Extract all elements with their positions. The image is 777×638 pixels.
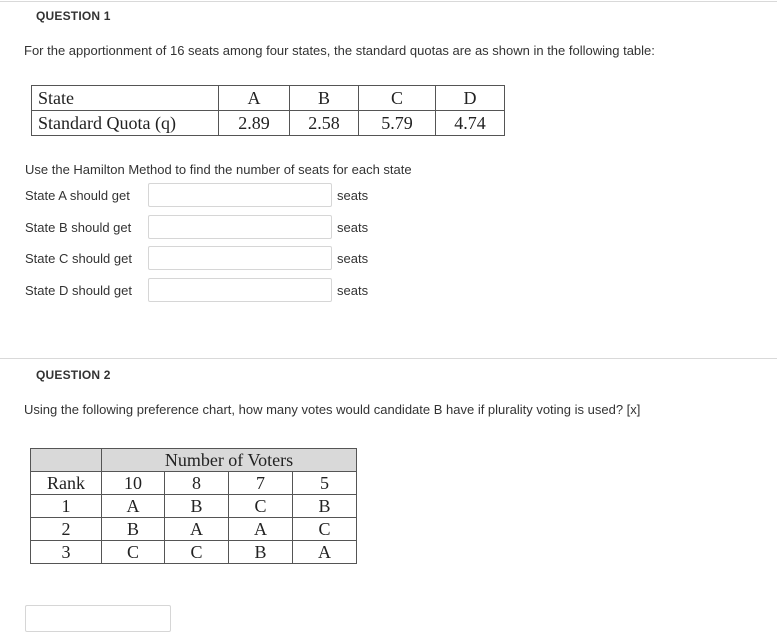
- rank-row: [31, 495, 357, 518]
- rank-row: [31, 541, 357, 564]
- voter-count-cell: 10: [102, 472, 165, 495]
- state-header-cell: B: [290, 86, 359, 111]
- question-2-prompt: Using the following preference chart, how many votes would candidate B have if plurality voting is used? [x]: [24, 402, 641, 417]
- choice-cell: A: [293, 541, 357, 564]
- question-1-prompt: For the apportionment of 16 seats among four states, the standard quotas are as shown in the following table:: [24, 43, 655, 58]
- rank-number-cell: 3: [31, 541, 102, 564]
- choice-cell: C: [102, 541, 165, 564]
- choice-cell: C: [229, 495, 293, 518]
- voter-count-cell: 8: [165, 472, 229, 495]
- rank-number-cell: 2: [31, 518, 102, 541]
- choice-cell: A: [229, 518, 293, 541]
- choice-cell: B: [102, 518, 165, 541]
- quota-value-row: [32, 111, 505, 136]
- quota-table: [31, 85, 505, 136]
- question-2-heading: QUESTION 2: [36, 368, 111, 382]
- state-a-seats-input[interactable]: [148, 183, 332, 207]
- preference-corner-cell: [31, 449, 102, 472]
- voter-count-cell: 5: [293, 472, 357, 495]
- state-c-label: State C should get: [25, 251, 132, 266]
- rank-row: [31, 518, 357, 541]
- state-c-seats-input[interactable]: [148, 246, 332, 270]
- voter-count-cell: 7: [229, 472, 293, 495]
- question-divider: [0, 358, 777, 359]
- state-d-seats-input[interactable]: [148, 278, 332, 302]
- hamilton-instruction: Use the Hamilton Method to find the number of seats for each state: [25, 162, 412, 177]
- quota-row-label: Standard Quota (q): [32, 111, 219, 136]
- preference-title: Number of Voters: [102, 449, 357, 472]
- state-header-cell: A: [219, 86, 290, 111]
- top-divider: [0, 1, 777, 2]
- voters-row: [31, 472, 357, 495]
- choice-cell: C: [165, 541, 229, 564]
- quota-value-cell: 2.58: [290, 111, 359, 136]
- question-1-heading: QUESTION 1: [36, 9, 111, 23]
- choice-cell: C: [293, 518, 357, 541]
- state-header-cell: C: [359, 86, 436, 111]
- state-b-unit: seats: [337, 220, 369, 235]
- choice-cell: A: [102, 495, 165, 518]
- candidate-b-votes-input[interactable]: [25, 605, 171, 632]
- choice-cell: B: [229, 541, 293, 564]
- choice-cell: B: [293, 495, 357, 518]
- state-d-unit: seats: [337, 283, 369, 298]
- choice-cell: A: [165, 518, 229, 541]
- rank-header: Rank: [31, 472, 102, 495]
- state-a-unit: seats: [337, 188, 369, 203]
- state-c-unit: seats: [337, 251, 369, 266]
- state-b-seats-input[interactable]: [148, 215, 332, 239]
- preference-title-row: [31, 449, 357, 472]
- state-b-label: State B should get: [25, 220, 132, 235]
- quota-value-cell: 4.74: [436, 111, 505, 136]
- state-a-label: State A should get: [25, 188, 130, 203]
- quota-value-cell: 5.79: [359, 111, 436, 136]
- preference-chart: [30, 448, 357, 564]
- quota-header-row: [32, 86, 505, 111]
- quota-value-cell: 2.89: [219, 111, 290, 136]
- state-d-label: State D should get: [25, 283, 132, 298]
- state-header-label: State: [32, 86, 219, 111]
- choice-cell: B: [165, 495, 229, 518]
- rank-number-cell: 1: [31, 495, 102, 518]
- state-header-cell: D: [436, 86, 505, 111]
